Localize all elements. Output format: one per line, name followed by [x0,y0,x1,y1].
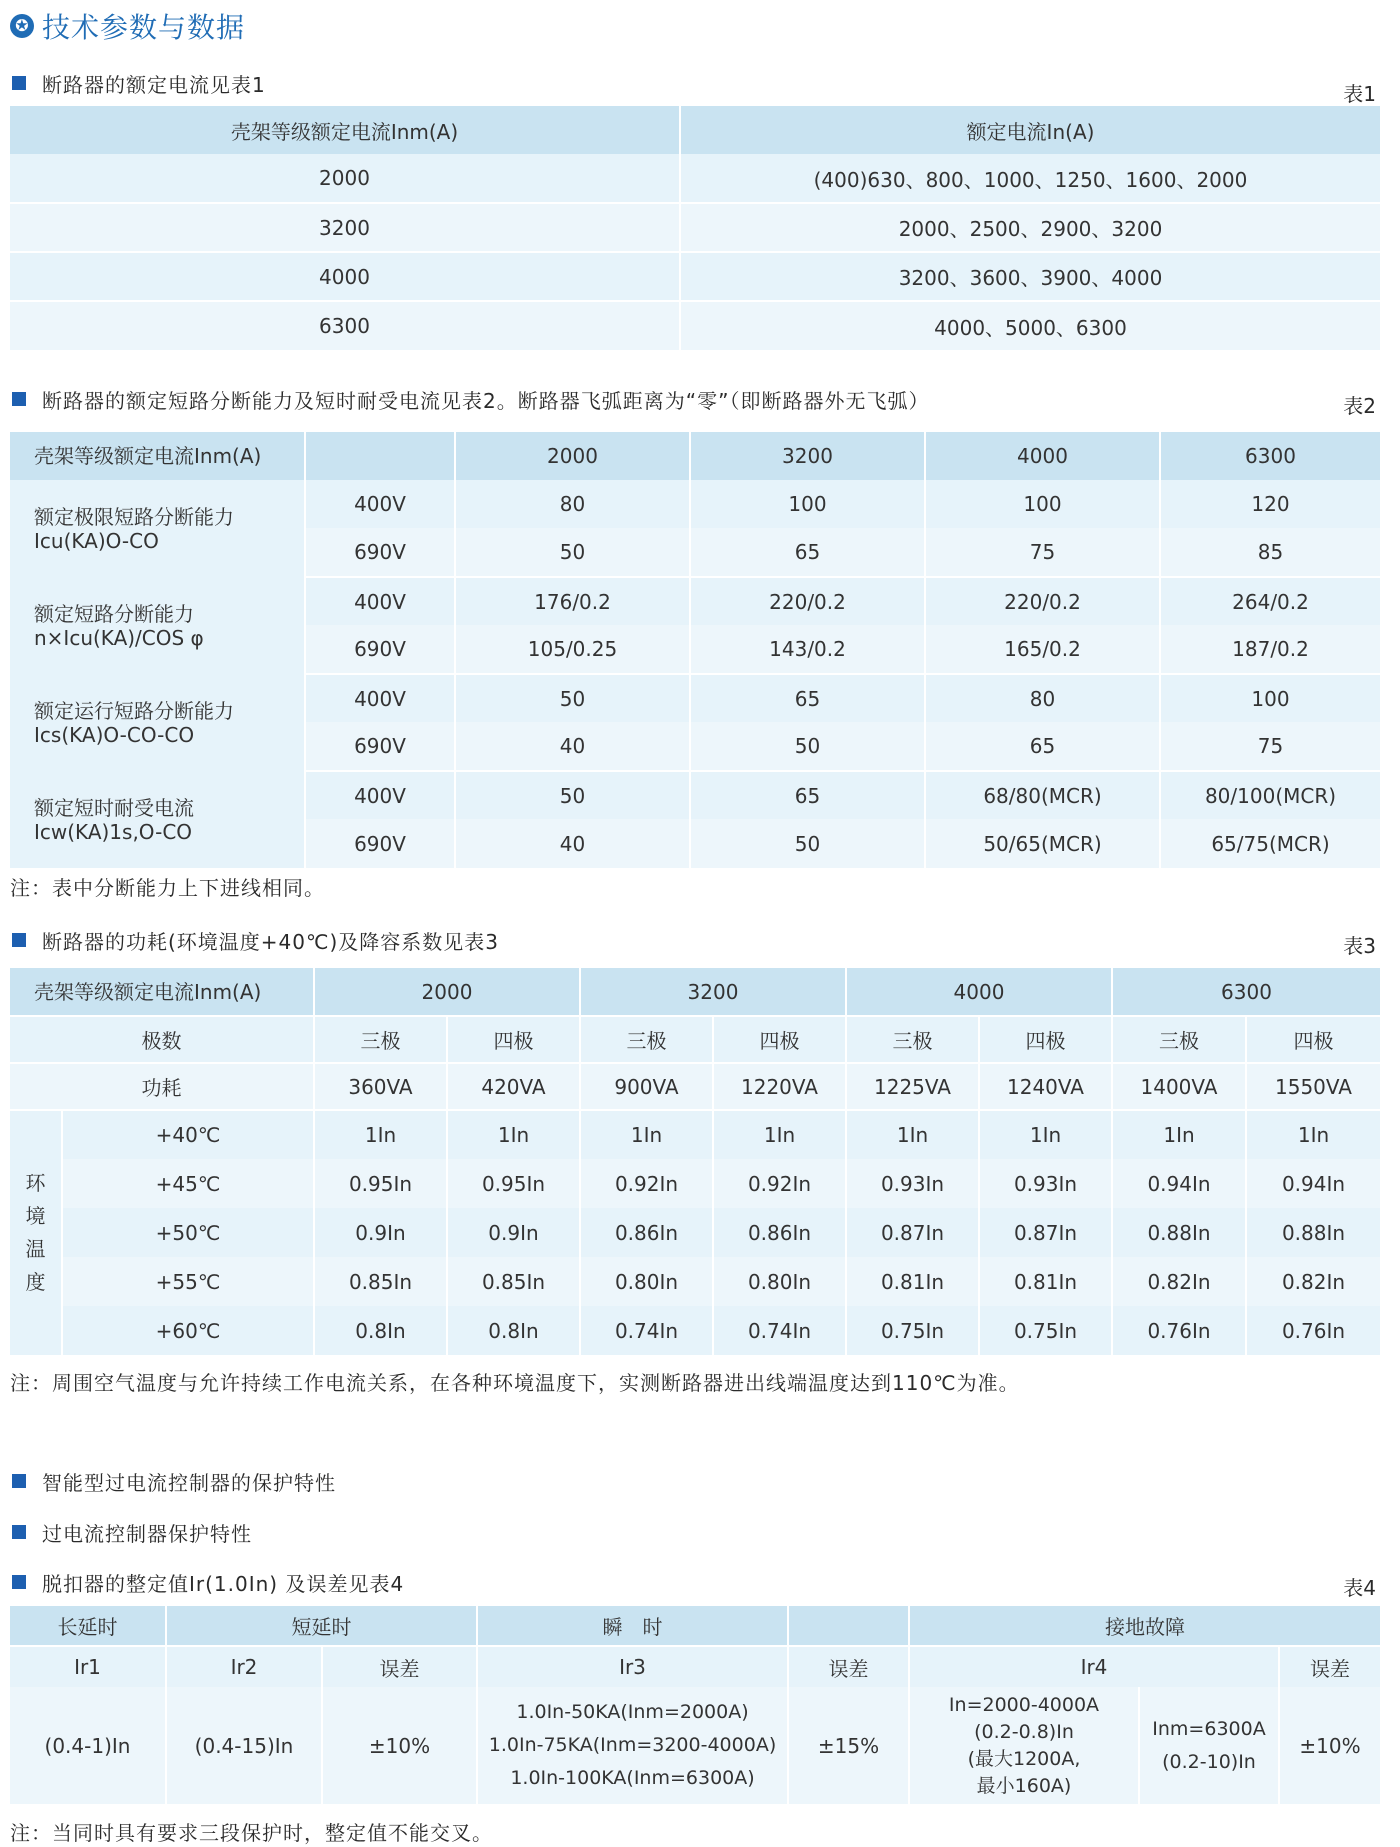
table-header-row [10,1606,1380,1646]
table1 [10,106,1380,350]
table-cell: 65 [690,528,925,577]
table-cell: In=2000-4000A (0.2-0.8)In (最大1200A, 最小160A) [909,1687,1139,1804]
bullet-square-icon [12,933,26,947]
table-header: 2000 [455,432,690,480]
table-cell: 0.86In [713,1208,846,1257]
table-header: 壳架等级额定电流Inm(A) [10,106,680,154]
table-cell: 50 [690,819,925,868]
row-group-label: 额定短时耐受电流 Icw(KA)1s,O-CO [10,771,305,868]
table-cell: 1400VA [1112,1063,1246,1110]
table-cell: 85 [1160,528,1380,577]
table-cell: 1550VA [1246,1063,1380,1110]
table-row [10,1016,1380,1063]
table-header: 6300 [1160,432,1380,480]
table-cell: 100 [690,480,925,528]
voltage-cell: 400V [305,480,455,528]
table-cell: 80 [925,674,1160,722]
table-cell: 0.88In [1246,1208,1380,1257]
table-cell: 四极 [447,1016,580,1063]
table-header: 长延时 [10,1606,166,1646]
table-cell: 0.74In [580,1306,713,1355]
table-cell: 0.94In [1246,1159,1380,1208]
table-row [10,1063,1380,1110]
table-cell: 50/65(MCR) [925,819,1160,868]
table4-note: 注：当同时具有要求三段保护时，整定值不能交叉。 [10,1821,493,1845]
table-cell: (0.4-1)In [10,1687,166,1804]
env-temp-label: 环 境 温 度 [10,1110,62,1355]
table-cell: ±10% [1279,1687,1380,1804]
table-cell: 0.95In [314,1159,447,1208]
table-cell: 1In [713,1110,846,1159]
table-cell: 220/0.2 [690,577,925,625]
table-row [10,1159,1380,1208]
table-row [10,203,1380,252]
table-cell: 360VA [314,1063,447,1110]
table-header [305,432,455,480]
table-cell: 75 [925,528,1160,577]
table-cell: 0.81In [846,1257,979,1306]
table-cell: 6300 [10,301,680,350]
table-cell: 105/0.25 [455,625,690,674]
table-cell: 75 [1160,722,1380,771]
table-cell: 1In [1246,1110,1380,1159]
table-cell: 100 [1160,674,1380,722]
table-cell: 1In [846,1110,979,1159]
table-cell: ±15% [788,1687,909,1804]
table-cell: 1220VA [713,1063,846,1110]
table-cell: 0.93In [979,1159,1112,1208]
table-header: Ir2 [166,1646,322,1687]
table-cell: 4000、5000、6300 [680,301,1380,350]
table-cell: 0.85In [314,1257,447,1306]
row-group-label: 额定短路分断能力 n×Icu(KA)/COS φ [10,577,305,674]
table-cell: 50 [455,528,690,577]
bullet-square-icon [12,76,26,90]
table-row [10,674,1380,722]
table-cell: 80 [455,480,690,528]
table-cell: 3200 [10,203,680,252]
table-cell: 0.80In [580,1257,713,1306]
table-row [10,1687,1380,1804]
table-cell: 2000 [10,154,680,203]
table-cell: Inm=6300A (0.2-10)In [1139,1687,1279,1804]
table-cell: 1In [1112,1110,1246,1159]
voltage-cell: 690V [305,528,455,577]
table-header: 6300 [1112,968,1380,1016]
table-cell: 187/0.2 [1160,625,1380,674]
table-cell: 3200、3600、3900、4000 [680,252,1380,301]
table-cell: 0.88In [1112,1208,1246,1257]
table-header-row [10,968,1380,1016]
table-header: 壳架等级额定电流Inm(A) [10,432,305,480]
table-cell: 0.80In [713,1257,846,1306]
voltage-cell: 400V [305,577,455,625]
table-cell: 68/80(MCR) [925,771,1160,819]
table-cell: 三极 [314,1016,447,1063]
table-cell: 1.0In-50KA(Inm=2000A) 1.0In-75KA(Inm=3200-4000A) 1.0In-100KA(Inm=6300A) [477,1687,788,1804]
table-header: 短延时 [166,1606,477,1646]
row-label: 极数 [10,1016,314,1063]
table-cell: 0.8In [314,1306,447,1355]
table-header: Ir3 [477,1646,788,1687]
table-cell: 三极 [1112,1016,1246,1063]
table-cell: 40 [455,819,690,868]
table-cell: 40 [455,722,690,771]
section-title-protection: 智能型过电流控制器的保护特性 [12,1466,336,1496]
table-cell: ±10% [322,1687,477,1804]
table-cell: (0.4-15)In [166,1687,322,1804]
row-group-label: 额定极限短路分断能力 Icu(KA)O-CO [10,480,305,577]
table-cell: 0.94In [1112,1159,1246,1208]
section-title-table4: 脱扣器的整定值Ir(1.0In) 及误差见表4 [12,1567,404,1597]
table-cell: 100 [925,480,1160,528]
table-cell: 四极 [1246,1016,1380,1063]
voltage-cell: 400V [305,771,455,819]
table-cell: 0.87In [979,1208,1112,1257]
section-title-table2: 断路器的额定短路分断能力及短时耐受电流见表2。断路器飞弧距离为“零”（即断路器外无飞弧） [12,384,929,414]
table-cell: 1In [979,1110,1112,1159]
table-cell: 0.76In [1112,1306,1246,1355]
bullet-square-icon [12,1575,26,1589]
table4 [10,1606,1380,1804]
table-cell: 4000 [10,252,680,301]
table-header: 误差 [1279,1646,1380,1687]
table-row [10,1208,1380,1257]
bullet-square-icon [12,1525,26,1539]
table-cell: 0.87In [846,1208,979,1257]
table-cell: 0.82In [1112,1257,1246,1306]
table-row [10,154,1380,203]
table-row [10,577,1380,625]
section-title-overcurrent: 过电流控制器保护特性 [12,1517,252,1547]
table-cell: 三极 [580,1016,713,1063]
section-title-table3: 断路器的功耗(环境温度+40℃)及降容系数见表3 [12,925,499,955]
section-title-table1: 断路器的额定电流见表1 [12,68,266,98]
table-cell: 三极 [846,1016,979,1063]
table-cell: (400)630、800、1000、1250、1600、2000 [680,154,1380,203]
table-cell: 0.9In [447,1208,580,1257]
table-header: 壳架等级额定电流Inm(A) [10,968,314,1016]
table-cell: 1In [580,1110,713,1159]
table3-tag: 表3 [1343,934,1376,958]
table2-note: 注：表中分断能力上下进线相同。 [10,876,325,900]
voltage-cell: 690V [305,722,455,771]
table-subheader-row [10,1646,1380,1687]
table-cell: 80/100(MCR) [1160,771,1380,819]
temp-cell: +50℃ [62,1208,314,1257]
table-cell: 0.86In [580,1208,713,1257]
table2-tag: 表2 [1343,394,1376,418]
table-row [10,1306,1380,1355]
table-cell: 220/0.2 [925,577,1160,625]
table2 [10,432,1380,868]
table-cell: 65 [690,771,925,819]
table-cell: 0.95In [447,1159,580,1208]
table-row [10,252,1380,301]
page-title: 技术参数与数据 [42,11,246,44]
table-header: 4000 [925,432,1160,480]
table-header: 误差 [322,1646,477,1687]
row-group-label: 额定运行短路分断能力 Ics(KA)O-CO-CO [10,674,305,771]
table-cell: 0.92In [713,1159,846,1208]
table-header: 4000 [846,968,1112,1016]
table4-tag: 表4 [1343,1576,1376,1600]
table-cell: 420VA [447,1063,580,1110]
table-row [10,1257,1380,1306]
star-circle-icon: ✪ [10,14,34,38]
page-heading [10,8,245,44]
table-cell: 四极 [713,1016,846,1063]
table-cell: 65/75(MCR) [1160,819,1380,868]
table-header: 2000 [314,968,580,1016]
table-cell: 四极 [979,1016,1112,1063]
table3-note: 注：周围空气温度与允许持续工作电流关系，在各种环境温度下，实测断路器进出线端温度达到110℃为准。 [10,1371,1020,1395]
table1-tag: 表1 [1343,82,1376,106]
temp-cell: +60℃ [62,1306,314,1355]
table-cell: 176/0.2 [455,577,690,625]
table-row [10,771,1380,819]
table-cell: 0.75In [979,1306,1112,1355]
table-cell: 0.75In [846,1306,979,1355]
table-header: 额定电流In(A) [680,106,1380,154]
table-cell: 1In [314,1110,447,1159]
table-cell: 0.92In [580,1159,713,1208]
table-cell: 120 [1160,480,1380,528]
table-cell: 65 [690,674,925,722]
table-cell: 65 [925,722,1160,771]
table-header-row [10,106,1380,154]
table-header-row [10,432,1380,480]
table-header [788,1606,909,1646]
table-row [10,480,1380,528]
table-cell: 165/0.2 [925,625,1160,674]
table-cell: 2000、2500、2900、3200 [680,203,1380,252]
table-row [10,301,1380,350]
table-header: Ir4 [909,1646,1279,1687]
table-cell: 1240VA [979,1063,1112,1110]
row-label: 功耗 [10,1063,314,1110]
table-cell: 1In [447,1110,580,1159]
table-cell: 1225VA [846,1063,979,1110]
table-header: 瞬 时 [477,1606,788,1646]
table-cell: 0.8In [447,1306,580,1355]
table-header: 接地故障 [909,1606,1380,1646]
table-row [10,1110,1380,1159]
table-cell: 50 [455,674,690,722]
table-cell: 0.81In [979,1257,1112,1306]
table-header: 3200 [690,432,925,480]
bullet-square-icon [12,1474,26,1488]
table-cell: 0.74In [713,1306,846,1355]
voltage-cell: 400V [305,674,455,722]
table-cell: 143/0.2 [690,625,925,674]
table-cell: 264/0.2 [1160,577,1380,625]
table-cell: 0.93In [846,1159,979,1208]
table-header: Ir1 [10,1646,166,1687]
table-header: 3200 [580,968,846,1016]
table-cell: 0.82In [1246,1257,1380,1306]
temp-cell: +45℃ [62,1159,314,1208]
table-cell: 0.9In [314,1208,447,1257]
temp-cell: +40℃ [62,1110,314,1159]
table-cell: 50 [690,722,925,771]
table-cell: 0.85In [447,1257,580,1306]
table-cell: 50 [455,771,690,819]
table3 [10,968,1380,1355]
voltage-cell: 690V [305,819,455,868]
table-cell: 900VA [580,1063,713,1110]
bullet-square-icon [12,392,26,406]
temp-cell: +55℃ [62,1257,314,1306]
table-cell: 0.76In [1246,1306,1380,1355]
table-header: 误差 [788,1646,909,1687]
voltage-cell: 690V [305,625,455,674]
